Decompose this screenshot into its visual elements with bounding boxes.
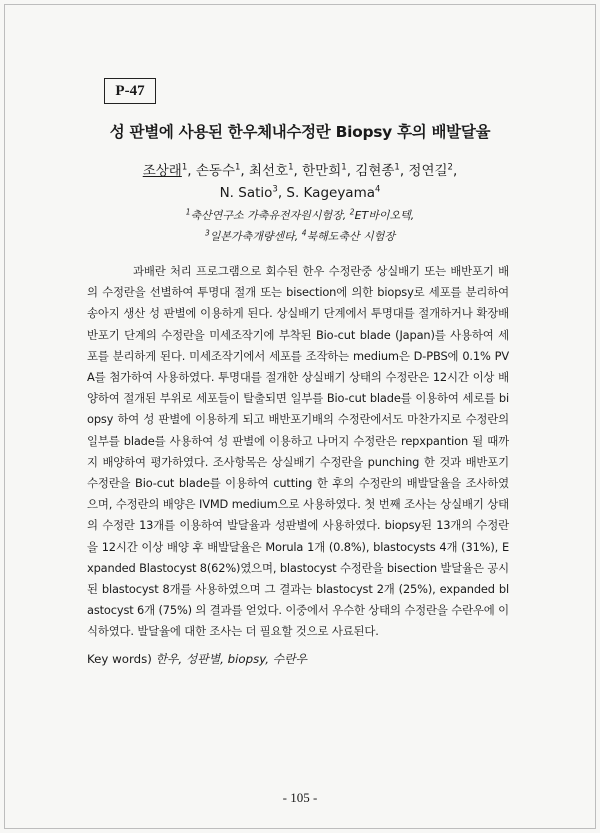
paper-title: 성 판별에 사용된 한우체내수정란 Biopsy 후의 배발달율 <box>109 123 491 141</box>
author-sup: 2 <box>447 162 453 173</box>
author-name: 정연길 <box>408 163 448 179</box>
author-sup: 3 <box>272 184 278 195</box>
keywords-label: Key words) <box>87 652 152 666</box>
author-name: S. Kageyama <box>286 185 376 201</box>
affiliation-sup: 2 <box>349 207 355 217</box>
author-name: 최선호 <box>249 163 289 179</box>
author-sup: 4 <box>375 184 381 195</box>
affiliation-name: 북해도축산 시험장 <box>306 230 396 243</box>
author-sup: 1 <box>234 162 241 173</box>
affiliation-sup: 1 <box>185 207 191 217</box>
affiliation-name: 일본가축개량센타 <box>209 230 295 243</box>
author-name: 한만희 <box>302 163 342 179</box>
abstract-paragraph: 과배란 처리 프로그램으로 회수된 한우 수정란중 상실배기 또는 배반포기 배의 수정란을 선별하여 투명대 절개 또는 bisection에 의한 biopsy로 세포를 분리하여 송아지 생산 성 판별에 이용하게 된다. 상실배기 단계에서 투명대를 절개하거나 확장배반포기 단계의 수정란을 미세조작기에 부착된 Bio-cut blade (Japan)를 사용하여 세포를 분리하게 된다. 미세조작기에서 세포를 조작하는 medium은 D-PBS에 0.1% PVA를 첨가하여 사용하였다. 투명대를 절개한 상실배기 상태의 수정란은 12시간 이상 배양하여 절개된 부위로 세포들이 탈출되면 일부를 Bio-cut blade를 이용하여 세로를 biopsy 하여 성 판별에 이용하게 되고 배반포기배의 수정란에서도 마찬가지로 수정란의 일부를 blade를 사용하여 성 판별에 이용하고 나머지 수정란은 repxpantion 될 때까지 배양하여 평가하였다. 조사항목은 상실배기 수정란을 punching 한 것과 배반포기 수정란을 Bio-cut blade를 이용하여 cutting 한 후의 수정란의 배발달율을 조사하였으며, 수정란의 배양은 IVMD medium으로 사용하였다. 첫 번째 조사는 상실배기 상태의 수정란 13개를 이용하여 발달율과 성판별에 사용하였다. biopsy된 13개의 수정란을 12시간 이상 배양 후 배발달율은 Morula 1개 (0.8%), blastocysts 4개 (31%), Expanded Blastocyst 8(62%)였으며, blastocyst 수정란을 bisection 발달율은 공시된 blastocyst 8개를 사용하였으며 그 결과는 blastocyst 2개 (25%), expanded blastocyst 6개 (75%) 의 결과를 얻었다. 이중에서 우수한 상태의 수정란을 수란우에 이식하였다. 발달율에 대한 조사는 더 필요할 것으로 사료된다. <box>87 264 509 639</box>
author-sup: 1 <box>181 162 188 173</box>
author-sup: 1 <box>288 162 294 173</box>
author-name: 조상래 <box>142 163 182 179</box>
poster-id-box: P-47 <box>104 78 156 104</box>
author-list <box>0 160 600 204</box>
keywords-line <box>87 650 307 667</box>
affiliation-sup: 4 <box>301 228 307 238</box>
author-name: N. Satio <box>219 185 273 201</box>
author-line-1: 조상래$^1$, 손동수$^1$, 최선호$^1$, 한만희$^1$, 김현종$^1$, 정연길$^2$, <box>142 162 458 179</box>
abstract-body <box>87 261 509 643</box>
keywords-terms: 한우, 성판별, biopsy, 수란우 <box>155 652 307 666</box>
author-name: 김현종 <box>355 163 395 179</box>
affiliation-sup: 3 <box>204 228 210 238</box>
author-sup: 1 <box>394 162 400 173</box>
author-name: 손동수 <box>195 163 235 179</box>
affiliation-name: ET바이오텍 <box>354 209 411 222</box>
affiliation-list <box>0 205 600 247</box>
author-sup: 1 <box>341 162 347 173</box>
affiliation-line-2: $^3$일본가축개량센타, $^4$북해도축산 시험장 <box>204 228 396 243</box>
author-line-2: N. Satio$^3$, S. Kageyama$^4$ <box>219 184 381 201</box>
page-number: - 105 - <box>282 790 318 805</box>
affiliation-line-1: $^1$축산연구소 가축유전자원시험장, $^2$ET바이오텍, <box>185 207 415 222</box>
affiliation-name: 축산연구소 가축유전자원시험장 <box>190 209 343 222</box>
